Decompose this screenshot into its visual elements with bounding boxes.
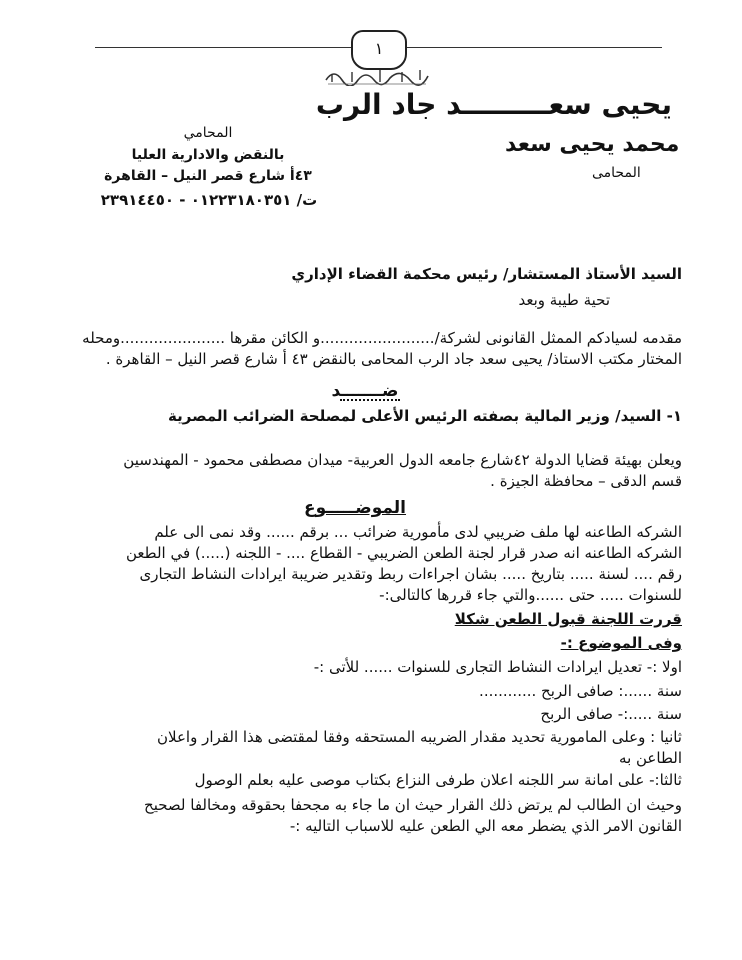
subject-line: رقم .... لسنة ..... بتاريخ ..... بشان اجراءات ربط وتقدير ضريبة ايرادات النشاط التجارى xyxy=(139,565,682,583)
against-underline xyxy=(340,399,400,401)
subject-line: الشركه الطاعنه لها ملف ضريبي لدى مأمورية ضرائب ... برقم ...... وقد نمى الى علم xyxy=(154,523,682,541)
intro-line-1: مقدمه لسيادكم الممثل القانونى لشركة/........................و الكائن مقرها ......................ومحله xyxy=(82,329,682,347)
first-item: اولا :- تعديل ايرادات النشاط التجارى للسنوات ...... للأتى :- xyxy=(313,658,682,676)
second-lawyer-name: محمد يحيى سعد xyxy=(505,132,680,157)
closing-line-1: وحيث ان الطالب لم يرتض ذلك القرار حيث ان ما جاء به مجحفا بحقوقه ومخالفا لصحيح xyxy=(144,796,682,814)
closing-line-2: القانون الامر الذي يضطر معه الي الطعن عليه للاسباب التاليه :- xyxy=(289,817,682,835)
notice-line-2: قسم الدقى – محافظة الجيزة . xyxy=(490,472,682,490)
page-number: ١ xyxy=(351,30,407,70)
lawyer-address: ٤٣أ شارع قصر النيل – القاهرة xyxy=(104,168,312,184)
lawyer-phone: ت/ ٠١٢٢٣١٨٠٣٥١ - ٢٣٩١٤٤٥٠ xyxy=(100,191,318,209)
second-item-line-1: ثانيا : وعلى المامورية تحديد مقدار الضريبه المستحقه وفقا لمقتضى هذا القرار واعلان xyxy=(157,728,682,746)
intro-line-2: المختار مكتب الاستاذ/ يحيى سعد جاد الرب المحامى بالنقض ٤٣ أ شارع قصر النيل – القاهرة . xyxy=(105,350,682,368)
against-heading: ضـــــــد xyxy=(331,381,399,401)
subject-heading: الموضـــــوع xyxy=(303,498,407,518)
lawyer-court: بالنقض والادارية العليا xyxy=(131,147,285,163)
greeting: تحية طيبة وبعد xyxy=(518,291,610,309)
lawyer-name: يحيى سعـــــــــد جاد الرب xyxy=(315,88,672,121)
year-line-2: سنة .....:- صافى الربح xyxy=(540,705,682,723)
recipient: السيد الأستاذ المستشار/ رئيس محكمة القضاء الإداري xyxy=(291,265,682,283)
defendant: ١- السيد/ وزير المالية بصفته الرئيس الأعلى لمصلحة الضرائب المصرية xyxy=(168,407,682,425)
in-subject: وفى الموضوع :- xyxy=(560,634,682,652)
second-lawyer-title: المحامى xyxy=(592,165,641,181)
second-item-line-2: الطاعن به xyxy=(619,749,682,767)
lawyer-title: المحامي xyxy=(183,125,233,141)
year-line-1: سنة ......: صافى الربح ............ xyxy=(479,682,682,700)
third-item: ثالثا:- على امانة سر اللجنه اعلان طرفى النزاع بكتاب موصى عليه بعلم الوصول xyxy=(194,771,682,789)
notice-line-1: ويعلن بهيئة قضايا الدولة ٤٢شارع جامعه الدول العربية- ميدان مصطفى محمود - المهندسين xyxy=(123,451,682,469)
subject-line: للسنوات ..... حتى ......والتي جاء قررها كالتالى:- xyxy=(379,586,682,604)
subject-line: الشركه الطاعنه انه صدر قرار لجنة الطعن الضريبي - القطاع .... - اللجنه (.....) في الطعن xyxy=(126,544,682,562)
basmala-calligraphy xyxy=(322,64,432,86)
committee-decision: قررت اللجنة قبول الطعن شكلا xyxy=(454,610,682,628)
